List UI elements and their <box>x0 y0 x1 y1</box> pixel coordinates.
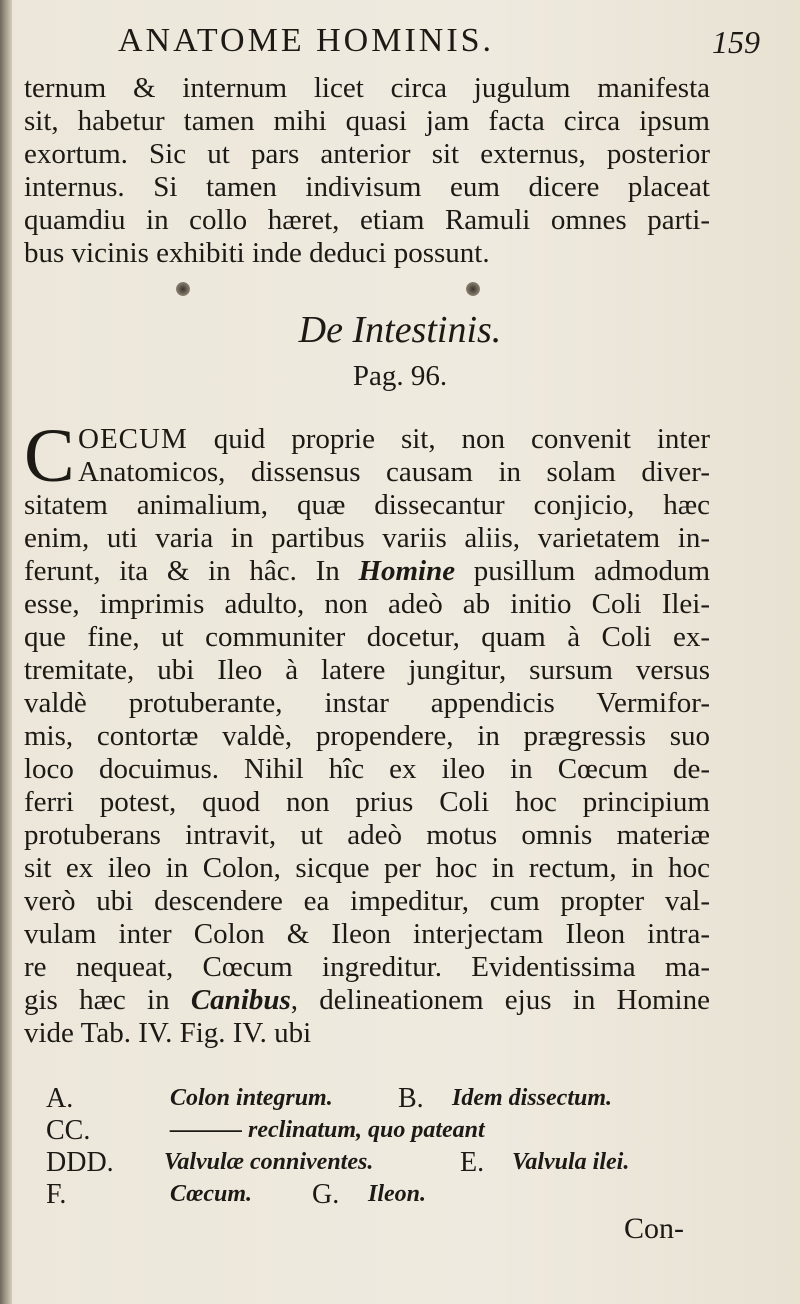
text-line: sit ex ileo in Colon, sicque per hoc in rectum, in hoc <box>24 852 710 884</box>
text-line: bus vicinis exhibiti inde deduci possunt. <box>24 237 490 269</box>
text-line: quamdiu in collo hæret, etiam Ramuli omnes parti- <box>24 204 710 236</box>
legend-key: G. <box>312 1179 340 1210</box>
legend-value: Cœcum. <box>170 1181 253 1207</box>
text-line: esse, imprimis adulto, non adeò ab initio Coli Ilei- <box>24 588 710 620</box>
text-line: mis, contortæ valdè, propendere, in prægressis suo <box>24 720 710 752</box>
paragraph-two <box>24 414 711 1050</box>
text-line: sit, habetur tamen mihi quasi jam facta circa ipsum <box>24 105 710 137</box>
text-line <box>24 423 710 456</box>
running-head <box>118 22 760 70</box>
text-line <box>24 555 710 588</box>
text-line: ferri potest, quod non prius Coli hoc principium <box>24 786 710 818</box>
text-run: gis hæc in <box>24 984 191 1016</box>
text-line: vulam inter Colon & Ileon interjectam Ileon intra- <box>24 918 710 950</box>
legend-value: Valvula ilei. <box>512 1149 630 1175</box>
text-run: ferunt, ita & in hâc. In <box>24 555 359 587</box>
text-line: valdè protuberante, instar appendicis Vermifor- <box>24 687 710 719</box>
legend-key: E. <box>460 1147 485 1178</box>
drop-cap: C <box>24 414 75 498</box>
text-line: internus. Si tamen indivisum eum dicere placeat <box>24 171 710 203</box>
small-caps-word: OECUM <box>78 423 188 455</box>
text-line <box>24 984 710 1017</box>
page-gutter-shadow <box>0 0 12 1304</box>
legend-key: DDD. <box>46 1147 114 1178</box>
legend-row <box>46 1146 706 1178</box>
text-line: vide Tab. IV. Fig. IV. ubi <box>24 1017 312 1049</box>
paragraph-one <box>24 72 710 270</box>
page-number: 159 <box>712 24 760 60</box>
legend-key: A. <box>46 1083 74 1114</box>
legend-value: Valvulæ conniventes. <box>164 1149 374 1175</box>
section-heading: De Intestinis. <box>298 309 502 351</box>
legend-key: CC. <box>46 1115 91 1146</box>
text-line: ternum & internum licet circa jugulum manifesta <box>24 72 710 104</box>
ornament-dot-icon <box>466 282 480 296</box>
legend-value: Ileon. <box>368 1181 427 1207</box>
page-reference: Pag. 96. <box>352 360 448 392</box>
text-line: exortum. Sic ut pars anterior sit externus, posterior <box>24 138 710 170</box>
text-line: protuberans intravit, ut adeò motus omnis materiæ <box>24 819 710 851</box>
legend-row <box>46 1082 706 1114</box>
text-line: verò ubi descendere ea impeditur, cum propter val- <box>24 885 710 917</box>
legend-key: B. <box>398 1083 424 1114</box>
text-run: pusillum admodum <box>455 555 711 587</box>
running-head-title: ANATOME HOMINIS. <box>118 22 495 59</box>
legend-value: Colon integrum. <box>170 1085 333 1111</box>
legend-row <box>46 1178 706 1210</box>
text-line: Anatomicos, dissensus causam in solam diver- <box>78 456 710 488</box>
italic-word: Canibus <box>190 984 291 1016</box>
catchword: Con- <box>624 1212 684 1245</box>
text-line: re nequeat, Cœcum ingreditur. Evidentissima ma- <box>24 951 710 983</box>
legend-value: ——— reclinatum, quo pateant <box>170 1117 485 1143</box>
ornament-dot-icon <box>176 282 190 296</box>
legend-key: F. <box>46 1179 67 1210</box>
text-run: , delineationem ejus in Homine <box>290 984 710 1016</box>
italic-word: Homine <box>358 555 456 587</box>
text-line: que fine, ut communiter docetur, quam à Coli ex- <box>24 621 710 653</box>
dropcap-block <box>24 414 710 498</box>
legend-value: Idem dissectum. <box>452 1085 612 1111</box>
text-line: tremitate, ubi Ileo à latere jungitur, sursum versus <box>24 654 710 686</box>
text-line: enim, uti varia in partibus variis aliis, varietatem in- <box>24 522 710 554</box>
text-line: loco docuimus. Nihil hîc ex ileo in Cœcum de- <box>24 753 710 785</box>
text-line: sitatem animalium, quæ dissecantur conjicio, hæc <box>24 489 710 521</box>
figure-legend <box>46 1082 706 1210</box>
text-run: quid proprie sit, non convenit inter <box>187 423 710 455</box>
legend-row <box>46 1114 706 1146</box>
